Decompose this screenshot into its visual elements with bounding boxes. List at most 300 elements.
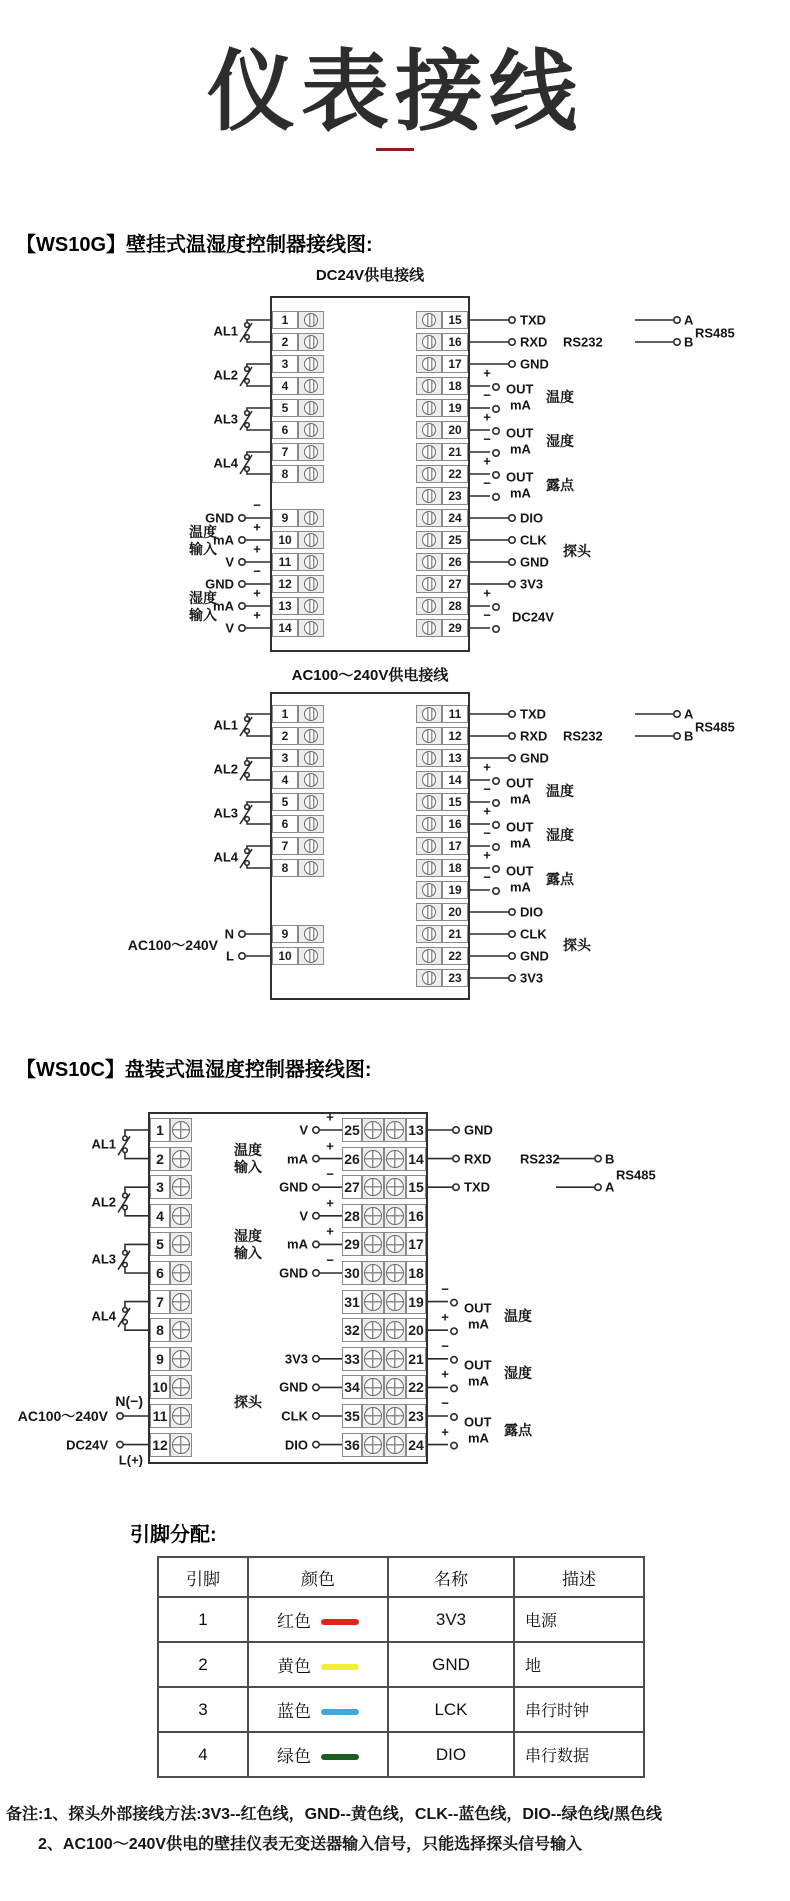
group-label: 输入 [189, 540, 217, 557]
color-name: 黄色 [277, 1657, 311, 1676]
polarity-sign: + [253, 585, 261, 601]
terminal-number: 23 [442, 969, 468, 987]
output-group-label: 露点 [504, 1422, 532, 1439]
group-label: 湿度 [234, 1227, 262, 1244]
color-swatch [321, 1619, 359, 1625]
terminal-number: 32 [342, 1318, 362, 1342]
pin-number-cell: 4 [158, 1732, 248, 1777]
diagram-label: OUT [464, 1300, 492, 1316]
terminal-18 [384, 1261, 426, 1285]
polarity-sign: − [326, 1166, 334, 1182]
terminal-number: 10 [150, 1375, 170, 1399]
group-label: 输入 [234, 1244, 262, 1261]
terminal-16 [384, 1204, 426, 1228]
terminal-number: 3 [272, 355, 298, 373]
screw-icon [422, 861, 436, 875]
pin-table-row [158, 1687, 644, 1732]
terminal-number: 5 [272, 399, 298, 417]
screw-icon [386, 1321, 404, 1339]
terminal-6 [272, 815, 324, 833]
screw-icon [304, 927, 318, 941]
polarity-sign: + [483, 759, 491, 775]
diagram-label: CLK [520, 532, 547, 548]
screw-icon [304, 533, 318, 547]
signal-name-cell: LCK [388, 1687, 514, 1732]
diagram-label: GND [520, 356, 549, 372]
terminal-22 [416, 947, 468, 965]
terminal-number: 15 [442, 793, 468, 811]
terminal-number: 4 [272, 771, 298, 789]
terminal-31 [342, 1290, 384, 1314]
diagram-label: OUT [506, 775, 534, 791]
terminal-number: 6 [150, 1261, 170, 1285]
terminal-number: 13 [406, 1118, 426, 1142]
signal-name-cell: DIO [388, 1732, 514, 1777]
terminal-33 [342, 1347, 384, 1371]
section-heading-ws10g: 【WS10G】壁挂式温湿度控制器接线图: [16, 234, 373, 256]
output-group-label: 温度 [504, 1307, 532, 1324]
screw-icon [422, 773, 436, 787]
terminal-number: 11 [272, 553, 298, 571]
terminal-34 [342, 1375, 384, 1399]
terminal-number: 36 [342, 1433, 362, 1457]
terminal-19 [416, 399, 468, 417]
terminal-25 [416, 531, 468, 549]
terminal-number: 29 [442, 619, 468, 637]
screw-icon [386, 1436, 404, 1454]
screw-icon [172, 1178, 190, 1196]
screw-icon [364, 1321, 382, 1339]
terminal-number: 14 [442, 771, 468, 789]
alarm-contact-label: AL4 [91, 1308, 116, 1324]
output-group-label: 露点 [546, 477, 574, 493]
polarity-sign: − [483, 869, 491, 885]
diagram-label: mA [468, 1316, 489, 1332]
terminal-number: 17 [406, 1232, 426, 1256]
terminal-9 [272, 925, 324, 943]
diagram-label: 3V3 [284, 1351, 308, 1367]
screw-icon [364, 1350, 382, 1368]
screw-icon [422, 751, 436, 765]
diagram-label: 3V3 [520, 970, 544, 986]
rs485-terminal-label: A [605, 1179, 615, 1195]
screw-icon [422, 335, 436, 349]
terminal-16 [416, 815, 468, 833]
diagram-label: DIO [284, 1437, 308, 1453]
terminal-number: 6 [272, 815, 298, 833]
diagram-label: GND [279, 1265, 308, 1281]
pin-table-column-header: 颜色 [248, 1557, 388, 1597]
terminal-14 [384, 1147, 426, 1171]
terminal-number: 1 [272, 311, 298, 329]
terminal-number: 9 [150, 1347, 170, 1371]
screw-icon [386, 1407, 404, 1425]
terminal-number: 34 [342, 1375, 362, 1399]
footnotes [6, 1800, 790, 1861]
terminal-6 [150, 1261, 192, 1285]
screw-icon [172, 1436, 190, 1454]
screw-icon [304, 795, 318, 809]
screw-icon [422, 817, 436, 831]
diagram-label: OUT [506, 425, 534, 441]
terminal-3 [272, 355, 324, 373]
alarm-contact-label: AL1 [213, 323, 238, 339]
wiring-lines [0, 256, 790, 656]
terminal-number: 9 [272, 509, 298, 527]
diagram-label: mA [468, 1430, 489, 1446]
terminal-number: 23 [442, 487, 468, 505]
terminal-17 [416, 355, 468, 373]
terminal-number: 29 [342, 1232, 362, 1256]
color-name: 红色 [277, 1612, 311, 1631]
screw-icon [364, 1207, 382, 1225]
signal-name-cell: GND [388, 1642, 514, 1687]
screw-icon [386, 1121, 404, 1139]
wire-color-cell [248, 1732, 388, 1777]
terminal-27 [342, 1175, 384, 1199]
diagram-label: RXD [520, 728, 548, 744]
diagram-label: N [224, 926, 234, 942]
terminal-number: 27 [342, 1175, 362, 1199]
screw-icon [386, 1178, 404, 1196]
terminal-5 [272, 793, 324, 811]
terminal-10 [272, 531, 324, 549]
screw-icon [172, 1264, 190, 1282]
diagram-label: mA [510, 397, 531, 413]
polarity-sign: + [253, 519, 261, 535]
terminal-29 [416, 619, 468, 637]
screw-icon [386, 1150, 404, 1168]
screw-icon [304, 751, 318, 765]
polarity-sign: + [483, 409, 491, 425]
terminal-16 [416, 333, 468, 351]
screw-icon [422, 467, 436, 481]
terminal-15 [416, 793, 468, 811]
terminal-22 [384, 1375, 426, 1399]
terminal-21 [416, 925, 468, 943]
terminal-7 [272, 837, 324, 855]
pin-table-row [158, 1597, 644, 1642]
screw-icon [422, 905, 436, 919]
pin-assignment-table [157, 1556, 645, 1778]
terminal-24 [384, 1433, 426, 1457]
screw-icon [422, 313, 436, 327]
polarity-sign: + [483, 585, 491, 601]
diagram-label: TXD [464, 1179, 490, 1195]
screw-icon [172, 1350, 190, 1368]
terminal-6 [272, 421, 324, 439]
pin-number-cell: 3 [158, 1687, 248, 1732]
diagram-label: RS232 [563, 334, 603, 350]
terminal-23 [416, 969, 468, 987]
pin-number-cell: 1 [158, 1597, 248, 1642]
diagram-label: GND [205, 510, 234, 526]
wire-color-cell [248, 1642, 388, 1687]
polarity-sign: − [253, 563, 261, 579]
alarm-contact-label: AL3 [213, 805, 238, 821]
screw-icon [364, 1150, 382, 1168]
terminal-number: 28 [442, 597, 468, 615]
screw-icon [422, 707, 436, 721]
terminal-28 [342, 1204, 384, 1228]
terminal-number: 22 [406, 1375, 426, 1399]
alarm-contact-label: AL3 [91, 1251, 116, 1267]
terminal-4 [272, 377, 324, 395]
terminal-number: 2 [272, 333, 298, 351]
terminal-27 [416, 575, 468, 593]
terminal-number: 20 [442, 421, 468, 439]
polarity-sign: + [326, 1195, 334, 1211]
screw-icon [422, 401, 436, 415]
terminal-22 [416, 465, 468, 483]
terminal-24 [416, 509, 468, 527]
terminal-number: 19 [406, 1290, 426, 1314]
terminal-number: 5 [272, 793, 298, 811]
diagram-label: TXD [520, 706, 546, 722]
page-title: 仪表接线 [206, 42, 583, 141]
terminal-3 [150, 1175, 192, 1199]
terminal-number: 13 [442, 749, 468, 767]
description-cell: 地 [514, 1642, 644, 1687]
rs485-label: RS485 [695, 719, 735, 735]
diagram-label: DC24V [512, 609, 554, 625]
screw-icon [364, 1178, 382, 1196]
terminal-number: 16 [442, 333, 468, 351]
terminal-number: 3 [150, 1175, 170, 1199]
diagram-label: V [225, 620, 234, 636]
wiring-diagram-ws10g-dc24v [0, 256, 790, 656]
terminal-number: 8 [272, 859, 298, 877]
screw-icon [304, 949, 318, 963]
wiring-diagram-ws10c-panel [0, 1100, 790, 1496]
terminal-number: 7 [150, 1290, 170, 1314]
rs485-terminal-label: B [684, 728, 694, 744]
polarity-sign: − [483, 607, 491, 623]
screw-icon [304, 335, 318, 349]
diagram-label: mA [510, 835, 531, 851]
terminal-25 [342, 1118, 384, 1142]
screw-icon [172, 1235, 190, 1253]
rs485-label: RS485 [695, 325, 735, 341]
screw-icon [422, 971, 436, 985]
diagram-label: OUT [506, 469, 534, 485]
terminal-1 [272, 311, 324, 329]
screw-icon [172, 1207, 190, 1225]
pin-table-column-header: 名称 [388, 1557, 514, 1597]
terminal-8 [272, 859, 324, 877]
polarity-sign: + [483, 365, 491, 381]
terminal-26 [416, 553, 468, 571]
color-swatch [321, 1664, 359, 1670]
group-label: 湿度 [189, 589, 217, 606]
diagram-label: RS232 [520, 1151, 560, 1167]
terminal-13 [416, 749, 468, 767]
polarity-sign: + [326, 1138, 334, 1154]
alarm-contact-label: AL3 [213, 411, 238, 427]
terminal-32 [342, 1318, 384, 1342]
polarity-sign: − [441, 1281, 449, 1297]
terminal-2 [150, 1147, 192, 1171]
wire-color-cell [248, 1597, 388, 1642]
screw-icon [304, 817, 318, 831]
pin-table-column-header: 引脚 [158, 1557, 248, 1597]
diagram-label: RXD [520, 334, 548, 350]
diagram-label: mA [510, 791, 531, 807]
screw-icon [422, 533, 436, 547]
diagram-label: V [299, 1122, 308, 1138]
screw-icon [304, 599, 318, 613]
terminal-number: 25 [442, 531, 468, 549]
alarm-contact-label: AL1 [213, 717, 238, 733]
terminal-11 [416, 705, 468, 723]
screw-icon [422, 379, 436, 393]
terminal-5 [150, 1232, 192, 1256]
diagram-label: CLK [281, 1408, 308, 1424]
wiring-diagram-ws10g-ac [0, 656, 790, 1020]
pin-table-row [158, 1732, 644, 1777]
diagram-label: AC100～240V [17, 1408, 108, 1424]
screw-icon [304, 707, 318, 721]
screw-icon [386, 1235, 404, 1253]
terminal-7 [272, 443, 324, 461]
terminal-9 [272, 509, 324, 527]
terminal-26 [342, 1147, 384, 1171]
terminal-12 [416, 727, 468, 745]
terminal-23 [416, 487, 468, 505]
diagram-label: TXD [520, 312, 546, 328]
terminal-12 [272, 575, 324, 593]
terminal-number: 21 [442, 443, 468, 461]
group-label: 温度 [234, 1142, 262, 1159]
diagram-label: OUT [506, 863, 534, 879]
polarity-sign: + [441, 1424, 449, 1440]
screw-icon [304, 729, 318, 743]
terminal-number: 22 [442, 465, 468, 483]
terminal-number: 12 [442, 727, 468, 745]
terminal-20 [416, 903, 468, 921]
pin-table-row [158, 1642, 644, 1687]
screw-icon [386, 1264, 404, 1282]
rs485-terminal-label: A [684, 706, 694, 722]
terminal-21 [384, 1347, 426, 1371]
screw-icon [304, 621, 318, 635]
terminal-number: 5 [150, 1232, 170, 1256]
screw-icon [422, 949, 436, 963]
terminal-number: 20 [442, 903, 468, 921]
screw-icon [386, 1378, 404, 1396]
diagram-label: GND [464, 1122, 493, 1138]
terminal-number: 19 [442, 881, 468, 899]
screw-icon [422, 927, 436, 941]
terminal-19 [416, 881, 468, 899]
terminal-number: 20 [406, 1318, 426, 1342]
terminal-number: 9 [272, 925, 298, 943]
screw-icon [422, 445, 436, 459]
terminal-number: 23 [406, 1404, 426, 1428]
terminal-number: 16 [406, 1204, 426, 1228]
terminal-number: 28 [342, 1204, 362, 1228]
terminal-number: 18 [442, 859, 468, 877]
diagram-label: OUT [464, 1357, 492, 1373]
terminal-number: 1 [272, 705, 298, 723]
terminal-number: 15 [442, 311, 468, 329]
footnote-line-2: 2、AC100～240V供电的壁挂仪表无变送器输入信号，只能选择探头信号输入 [38, 1836, 583, 1854]
screw-icon [386, 1350, 404, 1368]
diagram-label: DIO [520, 510, 544, 526]
terminal-number: 8 [150, 1318, 170, 1342]
screw-icon [422, 577, 436, 591]
diagram-label: RS232 [563, 728, 603, 744]
pin-number-cell: 2 [158, 1642, 248, 1687]
screw-icon [386, 1207, 404, 1225]
screw-icon [364, 1378, 382, 1396]
screw-icon [364, 1121, 382, 1139]
terminal-number: 35 [342, 1404, 362, 1428]
screw-icon [364, 1293, 382, 1311]
terminal-number: 7 [272, 837, 298, 855]
terminal-14 [416, 771, 468, 789]
terminal-number: 24 [406, 1433, 426, 1457]
terminal-9 [150, 1347, 192, 1371]
polarity-sign: − [483, 781, 491, 797]
diagram-label: AC100～240V [127, 937, 218, 953]
terminal-15 [416, 311, 468, 329]
polarity-sign: − [483, 825, 491, 841]
terminal-number: 26 [342, 1147, 362, 1171]
screw-icon [304, 511, 318, 525]
screw-icon [304, 313, 318, 327]
screw-icon [386, 1293, 404, 1311]
screw-icon [364, 1407, 382, 1425]
diagram-label: CLK [520, 926, 547, 942]
polarity-sign: − [483, 475, 491, 491]
output-group-label: 湿度 [546, 433, 574, 449]
rs485-label: RS485 [616, 1167, 656, 1183]
terminal-number: 11 [150, 1404, 170, 1428]
screw-icon [304, 467, 318, 481]
terminal-14 [272, 619, 324, 637]
pin-table-heading: 引脚分配: [130, 1524, 217, 1546]
terminal-8 [272, 465, 324, 483]
polarity-sign: + [441, 1366, 449, 1382]
screw-icon [364, 1264, 382, 1282]
terminal-number: 13 [272, 597, 298, 615]
diagram-label: GND [279, 1379, 308, 1395]
terminal-number: 22 [442, 947, 468, 965]
screw-icon [304, 357, 318, 371]
polarity-sign: − [253, 497, 261, 513]
terminal-number: 10 [272, 531, 298, 549]
alarm-contact-label: AL4 [213, 849, 238, 865]
polarity-sign: − [441, 1338, 449, 1354]
terminal-18 [416, 377, 468, 395]
terminal-15 [384, 1175, 426, 1199]
screw-icon [422, 599, 436, 613]
diagram-label: mA [468, 1373, 489, 1389]
diagram-label: L(+) [118, 1452, 143, 1468]
terminal-19 [384, 1290, 426, 1314]
diagram-label: GND [279, 1179, 308, 1195]
screw-icon [172, 1293, 190, 1311]
rs485-terminal-label: B [684, 334, 694, 350]
diagram-label: GND [520, 750, 549, 766]
terminal-number: 27 [442, 575, 468, 593]
polarity-sign: + [441, 1309, 449, 1325]
terminal-1 [272, 705, 324, 723]
terminal-18 [416, 859, 468, 877]
screw-icon [364, 1436, 382, 1454]
diagram-label: RXD [464, 1151, 492, 1167]
